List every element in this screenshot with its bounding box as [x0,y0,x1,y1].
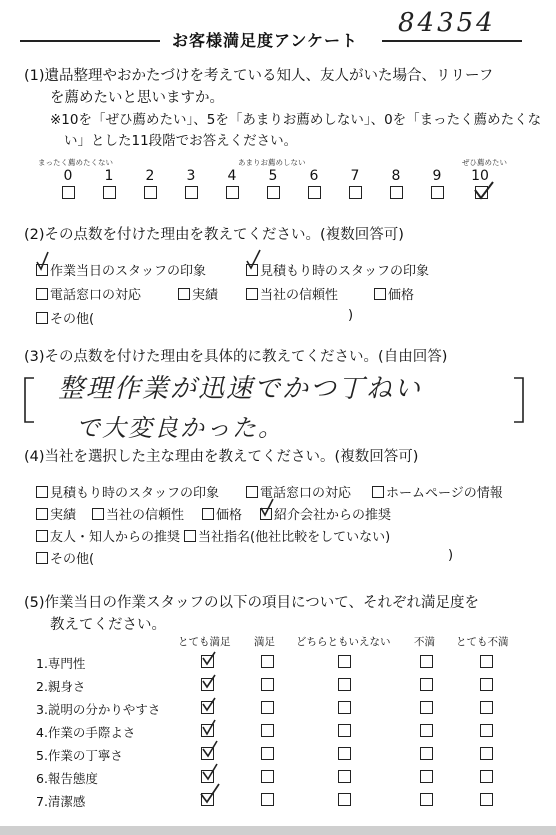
q5-r2-neutral[interactable] [338,678,351,691]
q4-option-trust[interactable] [92,504,184,523]
q1-checkbox-2[interactable] [144,186,157,199]
q5-col-satisfied: 満足 [254,636,275,648]
q2-option-price[interactable] [374,284,414,303]
checkbox-icon [36,552,48,564]
option-label: 見積もり時のスタッフの印象 [50,486,220,501]
q3-text: その点数を付けた理由を具体的に教えてください。(自由回答) [44,349,448,365]
checkbox-icon [36,486,48,498]
option-label: 友人・知人からの推奨 [50,530,181,545]
q5-r3-very-dissatisfied[interactable] [480,701,493,714]
option-label: 電話窓口の対応 [260,486,352,501]
q5-question [24,592,479,614]
check-mark-icon [200,740,220,760]
q5-row-label: 2.親身さ [36,679,86,694]
q5-r6-satisfied[interactable] [261,770,274,783]
q5-r4-dissatisfied[interactable] [420,724,433,737]
q1-checkbox-1[interactable] [103,186,116,199]
q1-scale-num: 8 [391,168,401,184]
checkbox-icon [202,508,214,520]
option-label: 作業当日のスタッフの印象 [50,264,207,279]
q1-scale-num: 0 [63,168,73,184]
checkbox-icon [36,508,48,520]
q1-checkbox-8[interactable] [390,186,403,199]
q2-option-staff-estimate[interactable] [246,260,429,279]
q5-r2-very-dissatisfied[interactable] [480,678,493,691]
q5-r7-very-dissatisfied[interactable] [480,793,493,806]
q4-option-other[interactable] [36,548,94,567]
checkbox-icon [92,508,104,520]
q5-r3-dissatisfied[interactable] [420,701,433,714]
option-label: その他( [50,552,95,567]
page-title: お客様満足度アンケート [172,31,359,50]
check-mark-icon [472,180,496,202]
q5-row-label: 4.作業の手際よさ [36,725,136,740]
q5-r6-very-dissatisfied[interactable] [480,770,493,783]
answer-bracket-right [512,376,526,424]
option-label: 実績 [50,508,77,523]
bottom-edge [0,826,556,835]
q5-row-label: 1.専門性 [36,656,86,671]
option-label: 当社の信頼性 [260,288,339,303]
q4-option-homepage[interactable] [372,482,503,501]
q4-option-referral-company[interactable] [260,504,391,523]
q4-question [24,446,418,468]
checkbox-icon [36,530,48,542]
check-mark-icon [200,763,220,783]
check-mark-icon [34,250,52,272]
q5-r4-satisfied[interactable] [261,724,274,737]
q1-checkbox-4[interactable] [226,186,239,199]
q2-option-phone[interactable] [36,284,141,303]
q5-col-neutral: どちらともいえない [296,636,391,648]
q5-r5-dissatisfied[interactable] [420,747,433,760]
q5-r6-dissatisfied[interactable] [420,770,433,783]
q5-r2-dissatisfied[interactable] [420,678,433,691]
q1-number: (1) [24,68,45,84]
option-label: 価格 [388,288,415,303]
q2-option-track-record[interactable] [178,284,218,303]
q5-r4-neutral[interactable] [338,724,351,737]
check-mark-icon [200,650,218,668]
checkbox-icon [178,288,190,300]
q1-scale-num: 1 [104,168,114,184]
q3-answer-line1[interactable]: 整理作業が迅速でかつ丁ねい [58,374,423,404]
q1-checkbox-5[interactable] [267,186,280,199]
check-mark-icon [244,248,264,272]
q1-scale-num: 6 [309,168,319,184]
checkbox-icon [36,288,48,300]
option-label: 当社の信頼性 [106,508,185,523]
q5-row-label: 3.説明の分かりやすさ [36,702,161,717]
option-label: 見積もり時のスタッフの印象 [260,264,430,279]
q5-number: (5) [24,595,45,611]
q1-label-mid: あまりお薦めしない [238,158,306,167]
header-rule-left [20,40,160,42]
q2-number: (2) [24,227,45,243]
q1-scale-num: 3 [186,168,196,184]
q5-text-line1: 作業当日の作業スタッフの以下の項目について、それぞれ満足度を [44,595,479,611]
q1-scale-num: 7 [350,168,360,184]
q1-scale-num: 10 [471,168,489,184]
q1-scale-num: 9 [432,168,442,184]
q1-scale-num: 2 [145,168,155,184]
q5-r7-neutral[interactable] [338,793,351,806]
q5-r1-neutral[interactable] [338,655,351,668]
q5-row-label: 7.清潔感 [36,794,86,809]
q2-option-staff-day[interactable] [36,260,206,279]
q5-r5-satisfied[interactable] [261,747,274,760]
check-mark-icon [200,696,218,714]
check-mark-icon [198,782,222,806]
q4-option-friend-referral[interactable] [36,526,180,545]
q5-r6-neutral[interactable] [338,770,351,783]
q5-r3-neutral[interactable] [338,701,351,714]
q4-option-price[interactable] [202,504,242,523]
q4-option-track-record[interactable] [36,504,76,523]
checkbox-icon [372,486,384,498]
q1-checkbox-6[interactable] [308,186,321,199]
q4-text: 当社を選択した主な理由を教えてください。(複数回答可) [44,449,419,465]
header-rule-right [382,40,522,42]
q1-text-line1: 遺品整理やおかたづけを考えている知人、友人がいた場合、リリーフ [44,68,494,84]
q5-r7-dissatisfied[interactable] [420,793,433,806]
handwritten-number: 84354 [398,8,496,38]
q1-checkbox-9[interactable] [431,186,444,199]
q2-question [24,224,404,246]
q1-note-line1: ※10を「ぜひ薦めたい」、5を「あまりお薦めしない」、0を「まったく薦めたくな [50,112,542,128]
check-mark-icon [200,718,218,738]
q5-r5-very-dissatisfied[interactable] [480,747,493,760]
q1-label-low: まったく薦めたくない [38,158,113,167]
q5-r5-neutral[interactable] [338,747,351,760]
q2-text: その点数を付けた理由を教えてください。(複数回答可) [44,227,404,243]
option-label: 実績 [192,288,219,303]
option-label: 当社指名(他社比較をしていない) [198,530,391,545]
checkbox-icon [184,530,196,542]
checkbox-icon [246,288,258,300]
q5-r1-satisfied[interactable] [261,655,274,668]
answer-bracket-left [22,376,36,424]
option-label: 電話窓口の対応 [50,288,142,303]
option-label: 紹介会社からの推奨 [274,508,392,523]
q5-r7-satisfied[interactable] [261,793,274,806]
q2-other-close-paren: ) [348,308,354,323]
q5-col-very-satisfied: とても満足 [178,636,231,648]
q1-scale-num: 4 [227,168,237,184]
q4-option-staff-estimate[interactable] [36,482,219,501]
q3-question [24,346,447,368]
q1-question [24,65,493,87]
checkbox-icon [374,288,386,300]
q5-col-dissatisfied: 不満 [414,636,435,648]
option-label: ホームページの情報 [386,486,503,501]
q2-option-trust[interactable] [246,284,338,303]
q5-row-label: 5.作業の丁寧さ [36,748,123,763]
q4-option-nominated[interactable] [184,526,390,545]
q5-col-very-dissatisfied: とても不満 [456,636,509,648]
q4-number: (4) [24,449,45,465]
q5-text-line2: 教えてください。 [50,617,166,633]
option-label: 価格 [216,508,243,523]
q3-answer-line2[interactable]: で大変良かった。 [76,414,284,442]
q2-option-other[interactable] [36,308,94,327]
check-mark-icon [258,496,276,518]
checkbox-icon [246,486,258,498]
q5-r1-very-dissatisfied[interactable] [480,655,493,668]
q5-r3-satisfied[interactable] [261,701,274,714]
q5-row-label: 6.報告態度 [36,771,98,786]
q5-r2-satisfied[interactable] [261,678,274,691]
q5-r1-dissatisfied[interactable] [420,655,433,668]
check-mark-icon [200,673,218,691]
checkbox-icon [36,312,48,324]
q4-other-close-paren: ) [448,548,454,563]
option-label: その他( [50,312,95,327]
q1-checkbox-7[interactable] [349,186,362,199]
q1-note-line2: い」とした11段階でお答えください。 [64,133,298,149]
q3-number: (3) [24,349,45,365]
q1-checkbox-3[interactable] [185,186,198,199]
q1-text-line2: を薦めたいと思いますか。 [50,90,224,106]
q1-scale-num: 5 [268,168,278,184]
q5-r4-very-dissatisfied[interactable] [480,724,493,737]
q1-checkbox-0[interactable] [62,186,75,199]
q1-label-high: ぜひ薦めたい [462,158,507,167]
